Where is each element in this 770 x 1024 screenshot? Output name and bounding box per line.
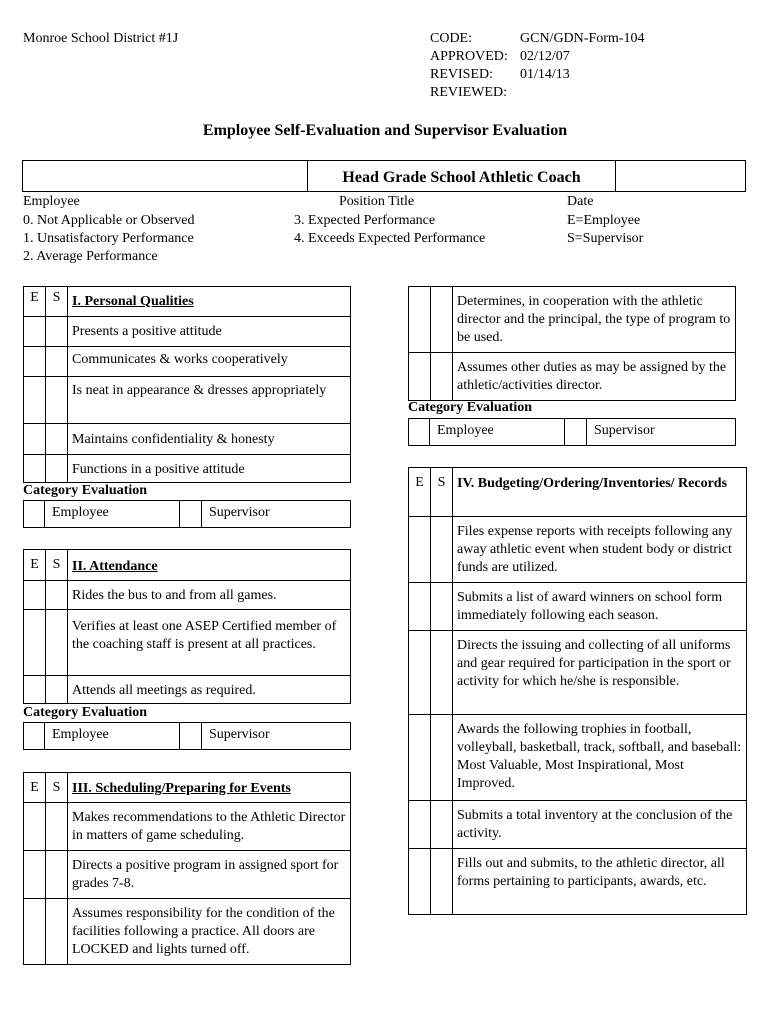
section-title: IV. Budgeting/Ordering/Inventories/ Records <box>453 468 747 517</box>
employee-rating-cell[interactable] <box>24 377 46 424</box>
page-title: Employee Self-Evaluation and Supervisor Evaluation <box>202 122 568 139</box>
supervisor-rating-cell[interactable] <box>46 455 68 483</box>
item-text: Makes recommendations to the Athletic Director in matters of game scheduling. <box>68 803 351 851</box>
employee-rating-cell[interactable] <box>409 353 431 401</box>
supervisor-rating-cell[interactable] <box>431 287 453 353</box>
supervisor-rating-cell[interactable] <box>46 581 68 610</box>
table-row <box>24 899 351 965</box>
approved-label: APPROVED: <box>430 49 508 64</box>
item-text: Is neat in appearance & dresses appropriately <box>68 377 351 424</box>
category-evaluation-label: Category Evaluation <box>23 483 148 498</box>
date-label: Date <box>567 194 594 209</box>
item-text: Submits a total inventory at the conclusion of the activity. <box>453 801 747 849</box>
category-evaluation-box <box>408 418 736 446</box>
district-name: Monroe School District #1J <box>23 31 179 46</box>
item-text: Presents a positive attitude <box>68 317 351 347</box>
approved-value: 02/12/07 <box>520 49 570 64</box>
supervisor-rating-cell[interactable] <box>46 899 68 965</box>
supervisor-rating-cell[interactable] <box>46 347 68 377</box>
table-row <box>24 455 351 483</box>
revised-label: REVISED: <box>430 67 493 82</box>
category-evaluation-box <box>23 722 351 750</box>
category-supervisor-label: Supervisor <box>594 423 655 438</box>
position-field[interactable] <box>307 160 616 192</box>
employee-rating-cell[interactable] <box>24 610 46 676</box>
category-employee-label: Employee <box>437 423 494 438</box>
revised-value: 01/14/13 <box>520 67 570 82</box>
col-s-header: S <box>46 550 68 581</box>
code-label: CODE: <box>430 31 472 46</box>
supervisor-rating-cell[interactable] <box>431 583 453 631</box>
item-text: Maintains confidentiality & honesty <box>68 424 351 455</box>
section-attendance <box>23 549 351 704</box>
employee-rating-cell[interactable] <box>24 317 46 347</box>
section-scheduling-continued <box>408 286 736 401</box>
employee-rating-cell[interactable] <box>24 424 46 455</box>
table-row <box>24 676 351 704</box>
item-text: Verifies at least one ASEP Certified member of the coaching staff is present at all practices. <box>68 610 351 676</box>
table-row <box>24 377 351 424</box>
employee-rating-cell[interactable] <box>409 715 431 801</box>
supervisor-rating-cell[interactable] <box>431 849 453 915</box>
table-row <box>24 803 351 851</box>
supervisor-rating-cell[interactable] <box>46 803 68 851</box>
table-row <box>409 353 736 401</box>
category-evaluation-box <box>23 500 351 528</box>
supervisor-rating-cell[interactable] <box>431 715 453 801</box>
position-title-label: Position Title <box>339 194 415 209</box>
employee-rating-cell[interactable] <box>24 803 46 851</box>
position-name: Head Grade School Athletic Coach <box>342 169 581 186</box>
category-supervisor-label: Supervisor <box>209 505 270 520</box>
employee-rating-cell[interactable] <box>24 455 46 483</box>
col-e-header: E <box>24 550 46 581</box>
employee-rating-cell[interactable] <box>409 517 431 583</box>
table-row <box>24 424 351 455</box>
item-text: Assumes other duties as may be assigned by the athletic/activities director. <box>453 353 736 401</box>
employee-rating-cell[interactable] <box>409 801 431 849</box>
supervisor-rating-cell[interactable] <box>46 610 68 676</box>
item-text: Submits a list of award winners on school form immediately following each season. <box>453 583 747 631</box>
item-text: Directs the issuing and collecting of all uniforms and gear required for participation in the sport or activity for which he/she is responsible. <box>453 631 747 715</box>
table-row <box>24 610 351 676</box>
item-text: Fills out and submits, to the athletic director, all forms pertaining to participants, awards, etc. <box>453 849 747 915</box>
supervisor-rating-cell[interactable] <box>46 676 68 704</box>
legend-0: 0. Not Applicable or Observed <box>23 213 195 228</box>
item-text: Functions in a positive attitude <box>68 455 351 483</box>
table-row <box>24 581 351 610</box>
section-title: III. Scheduling/Preparing for Events <box>72 781 291 796</box>
legend-2: 2. Average Performance <box>23 249 158 264</box>
col-e-header: E <box>24 287 46 317</box>
item-text: Attends all meetings as required. <box>68 676 351 704</box>
employee-rating-cell[interactable] <box>409 287 431 353</box>
supervisor-rating-cell[interactable] <box>46 851 68 899</box>
employee-rating-cell[interactable] <box>24 899 46 965</box>
table-row <box>409 849 747 915</box>
supervisor-rating-cell[interactable] <box>431 631 453 715</box>
employee-rating-cell[interactable] <box>409 583 431 631</box>
legend-3: 3. Expected Performance <box>294 213 436 228</box>
table-row <box>409 287 736 353</box>
item-text: Directs a positive program in assigned sport for grades 7-8. <box>68 851 351 899</box>
legend-e: E=Employee <box>567 213 641 228</box>
section-scheduling <box>23 772 351 965</box>
section-personal-qualities <box>23 286 351 483</box>
col-s-header: S <box>431 468 453 517</box>
employee-label: Employee <box>23 194 80 209</box>
supervisor-rating-cell[interactable] <box>46 424 68 455</box>
col-s-header: S <box>46 287 68 317</box>
category-evaluation-label: Category Evaluation <box>23 705 148 720</box>
table-row <box>409 517 747 583</box>
item-text: Files expense reports with receipts following any away athletic event when student body or district funds are utilized. <box>453 517 747 583</box>
code-value: GCN/GDN-Form-104 <box>520 31 645 46</box>
item-text: Awards the following trophies in football, volleyball, basketball, track, softball, and baseball: Most Valuable, Most Inspirational, Most Improved. <box>453 715 747 801</box>
section-title: I. Personal Qualities <box>72 294 194 309</box>
supervisor-rating-cell[interactable] <box>46 317 68 347</box>
employee-rating-cell[interactable] <box>409 631 431 715</box>
employee-rating-cell[interactable] <box>24 581 46 610</box>
item-text: Rides the bus to and from all games. <box>68 581 351 610</box>
item-text: Communicates & works cooperatively <box>68 347 351 377</box>
section-budgeting <box>408 467 747 915</box>
table-row <box>409 583 747 631</box>
table-row <box>409 631 747 715</box>
table-row <box>409 801 747 849</box>
category-employee-label: Employee <box>52 727 109 742</box>
employee-rating-cell[interactable] <box>24 676 46 704</box>
col-s-header: S <box>46 773 68 803</box>
table-row <box>409 715 747 801</box>
col-e-header: E <box>24 773 46 803</box>
employee-rating-cell[interactable] <box>409 849 431 915</box>
section-title: II. Attendance <box>72 559 158 574</box>
supervisor-rating-cell[interactable] <box>46 377 68 424</box>
supervisor-rating-cell[interactable] <box>431 517 453 583</box>
table-row <box>24 851 351 899</box>
legend-s: S=Supervisor <box>567 231 644 246</box>
supervisor-rating-cell[interactable] <box>431 801 453 849</box>
col-e-header: E <box>409 468 431 517</box>
table-row <box>24 347 351 377</box>
category-employee-label: Employee <box>52 505 109 520</box>
employee-rating-cell[interactable] <box>24 851 46 899</box>
supervisor-rating-cell[interactable] <box>431 353 453 401</box>
category-supervisor-label: Supervisor <box>209 727 270 742</box>
table-row <box>24 317 351 347</box>
reviewed-label: REVIEWED: <box>430 85 507 100</box>
item-text: Assumes responsibility for the condition of the facilities following a practice. All doors are LOCKED and lights turned off. <box>68 899 351 965</box>
legend-4: 4. Exceeds Expected Performance <box>294 231 486 246</box>
item-text: Determines, in cooperation with the athletic director and the principal, the type of program to be used. <box>453 287 736 353</box>
employee-rating-cell[interactable] <box>24 347 46 377</box>
legend-1: 1. Unsatisfactory Performance <box>23 231 194 246</box>
category-evaluation-label: Category Evaluation <box>408 400 533 415</box>
position-box <box>22 160 746 192</box>
